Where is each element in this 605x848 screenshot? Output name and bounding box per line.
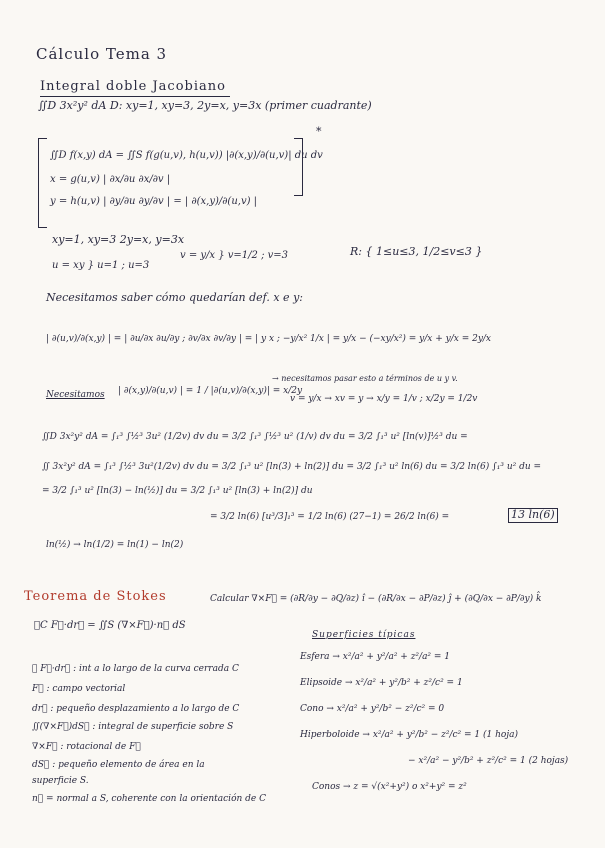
section-title-integral: Integral doble Jacobiano <box>40 79 226 94</box>
log-note: ln(½) → ln(1/2) = ln(1) − ln(2) <box>46 540 184 550</box>
region-curves: xy=1, xy=3 2y=x, y=3x <box>52 233 185 246</box>
jacobian-value: | ∂(x,y)/∂(u,v) | = 1 / |∂(u,v)/∂(x,y)| = x/2y <box>118 386 303 396</box>
stokes-def-2: F⃗ : campo vectorial <box>32 684 126 694</box>
surface-elipsoide: Elipsoide → x²/a² + y²/b² + z²/c² = 1 <box>300 678 463 688</box>
formula-line-3: y = h(u,v) | ∂y/∂u ∂y/∂v | = | ∂(x,y)/∂(u,v) | <box>50 196 258 207</box>
left-bracket <box>38 138 47 228</box>
surface-hiperboloide-2: − x²/a² − y²/b² + z²/c² = 1 (2 hojas) <box>408 756 569 766</box>
calc-line-1: ∬D 3x²y² dA = ∫₁³ ∫½³ 3u² (1/2v) dv du = 3/2 ∫₁³ ∫½³ u² (1/v) dv du = 3/2 ∫₁³ u² [ln(v)]½³ du = <box>42 432 468 442</box>
star-marker: * <box>316 125 322 138</box>
surface-conos: Conos → z = √(x²+y²) o x²+y² = z² <box>312 782 467 792</box>
stokes-def-5: ∇×F⃗ : rotacional de F⃗ <box>32 742 141 752</box>
calc-line-2: ∬ 3x²y² dA = ∫₁³ ∫½³ 3u²(1/2v) dv du = 3/2 ∫₁³ u² [ln(3) + ln(2)] du = 3/2 ∫₁³ u² ln(6) du = 3/2 ln(6) ∫₁³ u² du = <box>42 462 542 472</box>
formula-line-2: x = g(u,v) | ∂x/∂u ∂x/∂v | <box>50 174 171 185</box>
need-definition: Necesitamos saber cómo quedarían def. x e y: <box>46 291 303 304</box>
stokes-def-8: n⃗ = normal a S, coherente con la orientación de C <box>32 794 266 804</box>
surface-cono: Cono → x²/a² + y²/b² − z²/c² = 0 <box>300 704 445 714</box>
stokes-def-3: dr⃗ : pequeño desplazamiento a lo largo de C <box>32 704 240 714</box>
calc-line-3: = 3/2 ∫₁³ u² [ln(3) − ln(½)] du = 3/2 ∫₁³ u² [ln(3) + ln(2)] du <box>42 486 313 496</box>
calc-line-4: = 3/2 ln(6) [u³/3]₁³ = 1/2 ln(6) (27−1) = 26/2 ln(6) = <box>210 512 450 522</box>
stokes-def-7: superficie S. <box>32 776 89 786</box>
necesitamos-label: Necesitamos <box>46 390 105 400</box>
right-bracket <box>294 138 303 196</box>
substitution: v = y/x → xv = y → x/y = 1/v ; x/2y = 1/2v <box>290 394 478 404</box>
formula-line-1: ∬D f(x,y) dA = ∬S f(g(u,v), h(u,v)) |∂(x,y)/∂(u,v)| du dv <box>50 150 323 161</box>
page-title: Cálculo Tema 3 <box>36 45 168 63</box>
problem-statement: ∬D 3x²y² dA D: xy=1, xy=3, 2y=x, y=3x (primer cuadrante) <box>38 99 372 112</box>
integration-range: R: { 1≤u≤3, 1/2≤v≤3 } <box>350 245 483 258</box>
inverse-jacobian: | ∂(u,v)/∂(x,y) | = | ∂u/∂x ∂u/∂y ; ∂v/∂x ∂v/∂y | = | y x ; −y/x² 1/x | = y/x − (−xy/x²) = y/x + y/x = 2y/x <box>46 334 492 344</box>
stokes-def-6: dS⃗ : pequeño elemento de área en la <box>32 760 205 770</box>
result-box: 13 ln(6) <box>508 508 558 523</box>
surfaces-title: Superficies típicas <box>312 630 416 640</box>
change-u: u = xy } u=1 ; u=3 <box>52 260 150 271</box>
surface-hiperboloide-1: Hiperboloide → x²/a² + y²/b² − z²/c² = 1 (1 hoja) <box>300 730 518 740</box>
change-v: v = y/x } v=1/2 ; v=3 <box>180 250 289 261</box>
arrow-note: → necesitamos pasar esto a términos de u y v. <box>272 374 458 383</box>
surface-esfera: Esfera → x²/a² + y²/a² + z²/a² = 1 <box>300 652 451 662</box>
stokes-def-4: ∬(∇×F⃗)dS⃗ : integral de superficie sobre S <box>32 722 234 732</box>
section-underline <box>40 96 230 97</box>
stokes-def-1: ∮ F⃗·dr⃗ : int a lo largo de la curva cerrada C <box>32 664 239 674</box>
curl-formula: Calcular ∇×F⃗ = (∂R/∂y − ∂Q/∂z) î − (∂R/∂x − ∂P/∂z) ĵ + (∂Q/∂x − ∂P/∂y) k̂ <box>210 594 542 604</box>
section-title-stokes: Teorema de Stokes <box>24 589 167 604</box>
stokes-formula: ∮C F⃗·dr⃗ = ∬S (∇×F⃗)·n⃗ dS <box>34 620 186 631</box>
